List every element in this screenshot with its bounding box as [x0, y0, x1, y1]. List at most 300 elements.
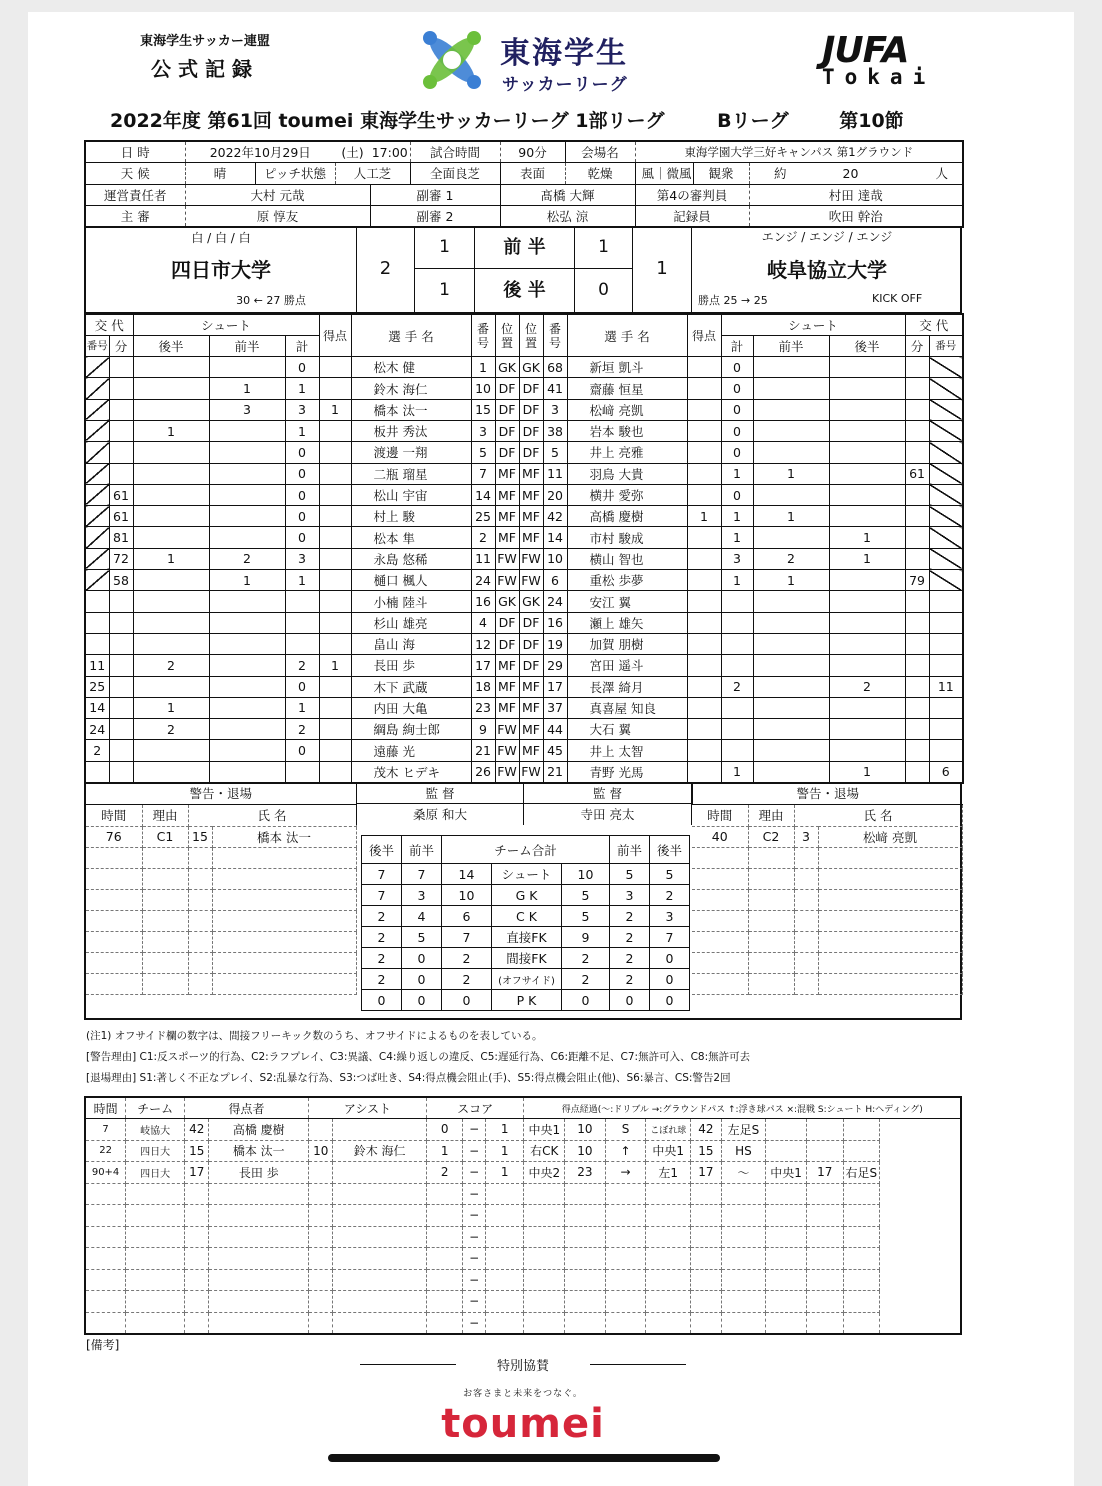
away-goals: [687, 399, 721, 420]
goal-score-home: [426, 1248, 463, 1270]
goal-time: [85, 1269, 126, 1291]
goal-assist-number: [309, 1162, 333, 1184]
stat-label: シュート: [492, 864, 562, 885]
away-shoot-first: [753, 484, 829, 505]
goal-process-step: [843, 1205, 880, 1227]
stats-home-first-header: 前半: [402, 836, 442, 864]
goal-process-step: [806, 1291, 843, 1313]
card-player-name: [212, 952, 356, 973]
away-shoot-header: シュート: [721, 314, 905, 335]
home-second-header: 後半: [133, 335, 209, 356]
away-shoot-second: [829, 570, 905, 591]
goal-score-home: [426, 1291, 463, 1313]
stat-label: 間接FK: [492, 948, 562, 969]
goal-score-home: 2: [426, 1162, 463, 1184]
goal-score-away: 1: [485, 1162, 524, 1184]
away-goals: [687, 633, 721, 654]
goal-score-dash: −: [463, 1162, 485, 1184]
stat-away-total: 2: [562, 948, 610, 969]
home-sub-no-header: 番号: [85, 335, 109, 356]
card-row: [86, 868, 356, 889]
away-shoot-first: [753, 612, 829, 633]
goal-time: 90+4: [85, 1162, 126, 1184]
away-shoot-first: [753, 399, 829, 420]
goal-scorer-name: [209, 1291, 309, 1313]
stat-row: [362, 969, 690, 990]
away-sub-min: [905, 420, 929, 441]
league-logo-subtext: サッカーリーグ: [502, 75, 628, 95]
home-shoot-second: 1: [133, 420, 209, 441]
home-shoot-total: 0: [285, 484, 319, 505]
away-name-header: 選 手 名: [567, 314, 687, 357]
away-goals: [687, 357, 721, 378]
stat-home-total: 2: [442, 948, 492, 969]
away-sub-min: [905, 697, 929, 718]
match-title: [110, 106, 904, 133]
card-reason: C1: [142, 826, 188, 847]
goal-process-step: [843, 1312, 880, 1334]
away-sub-min: [905, 548, 929, 569]
card-player-name: [818, 973, 962, 994]
away-player-position: MF: [519, 719, 543, 740]
goal-process-step: [766, 1183, 807, 1205]
away-player-number: 14: [543, 527, 567, 548]
stat-away-first: 3: [610, 885, 650, 906]
home-indicator[interactable]: [328, 1454, 720, 1462]
card-reason: [142, 952, 188, 973]
home-shoot-second: [133, 676, 209, 697]
goal-process-step: [766, 1119, 807, 1141]
goal-score-away: [485, 1291, 524, 1313]
home-shoot-second: 1: [133, 697, 209, 718]
away-shoot-second: [829, 740, 905, 761]
stat-away-first: 0: [610, 990, 650, 1011]
goal-process-step: [806, 1140, 843, 1162]
card-time-header: 時間: [692, 805, 748, 826]
stat-away-first: 2: [610, 927, 650, 948]
home-player-position: DF: [495, 420, 519, 441]
card-reason: [142, 931, 188, 952]
goal-process-step: [843, 1183, 880, 1205]
player-row: [85, 399, 963, 420]
away-player-position: MF: [519, 463, 543, 484]
stat-away-total: 0: [562, 990, 610, 1011]
stat-away-first: 5: [610, 864, 650, 885]
away-player-name: 高橋 慶樹: [567, 506, 687, 527]
goal-process-step: 中央2: [524, 1162, 565, 1184]
goal-process-step: [605, 1269, 646, 1291]
player-row: [85, 506, 963, 527]
goal-process-step: こぼれ球: [646, 1119, 691, 1141]
sponsor-logo: toumei: [441, 1401, 605, 1447]
away-sub-no: [929, 548, 963, 569]
stat-label: C K: [492, 906, 562, 927]
time-value: 17:00: [370, 141, 410, 163]
official-record-label: 公式記録: [151, 57, 259, 81]
away-goals: [687, 420, 721, 441]
home-shoot-second: [133, 357, 209, 378]
card-time: [692, 973, 748, 994]
goal-team: 岐協大: [126, 1119, 185, 1141]
away-shoot-total: [721, 591, 753, 612]
away-goals: [687, 612, 721, 633]
away-sub-min: [905, 357, 929, 378]
away-player-number: 24: [543, 591, 567, 612]
away-player-name: 真喜屋 知良: [567, 697, 687, 718]
card-player-number: [794, 847, 818, 868]
goal-row: [85, 1291, 961, 1313]
goal-process-step: HS: [721, 1140, 766, 1162]
pitch-type-value: 人工芝: [335, 163, 410, 185]
home-sub-no: 14: [85, 697, 109, 718]
goal-process-step: [691, 1248, 721, 1270]
duration-value: 90分: [500, 141, 565, 163]
away-sub-no-header: 番号: [929, 335, 963, 356]
card-player-name: [212, 931, 356, 952]
goal-process-step: 10: [565, 1119, 606, 1141]
card-reason: [748, 868, 794, 889]
wind-value: 微風: [666, 166, 692, 182]
home-cards-header: 警告・退場: [86, 783, 356, 804]
card-player-number: [794, 931, 818, 952]
away-shoot-first: 1: [753, 463, 829, 484]
goal-score-dash: −: [463, 1140, 485, 1162]
away-sub-no: [929, 378, 963, 399]
goal-score-home: [426, 1269, 463, 1291]
away-player-name: 大石 翼: [567, 719, 687, 740]
goal-assist-name: [333, 1226, 427, 1248]
goal-assist-number: [309, 1183, 333, 1205]
away-shoot-total: 1: [721, 570, 753, 591]
team-total-header: チーム合計: [442, 836, 610, 864]
goal-process-step: [524, 1183, 565, 1205]
goal-scorer-name: [209, 1205, 309, 1227]
player-row: [85, 612, 963, 633]
goal-process-header: 得点経過(〜:ドリブル →:グラウンドパス ↑:浮き球パス ×:混戦 S:シュート H:ヘディング): [524, 1097, 961, 1119]
pitch-label: ピッチ状態: [255, 163, 335, 185]
recorder-label: 記録員: [635, 206, 749, 228]
away-player-name: 岩本 駿也: [567, 420, 687, 441]
home-shoot-second: [133, 740, 209, 761]
goal-process-step: [691, 1269, 721, 1291]
home-coach-box: [356, 783, 524, 825]
away-shoot-second: [829, 697, 905, 718]
away-coach-name: 寺田 亮太: [580, 807, 635, 822]
home-player-position: FW: [495, 719, 519, 740]
goal-process-step: [766, 1248, 807, 1270]
away-shoot-total: [721, 719, 753, 740]
goal-team: [126, 1248, 185, 1270]
home-shoot-first: [209, 527, 285, 548]
home-player-name: 畠山 海: [351, 633, 471, 654]
away-player-number: 6: [543, 570, 567, 591]
home-player-position: MF: [495, 484, 519, 505]
home-shoot-total: 2: [285, 655, 319, 676]
stat-away-second: 3: [650, 906, 690, 927]
away-second-half-score: 0: [574, 269, 632, 312]
goal-process-step: [524, 1248, 565, 1270]
goal-process-step: [565, 1205, 606, 1227]
goal-assist-number: [309, 1248, 333, 1270]
home-player-number: 4: [471, 612, 495, 633]
card-header-row: [86, 805, 356, 826]
away-player-number: 17: [543, 676, 567, 697]
home-sub-min: [109, 442, 133, 463]
away-player-position: MF: [519, 527, 543, 548]
goal-score-dash: −: [463, 1291, 485, 1313]
home-shoot-total: 0: [285, 527, 319, 548]
goal-score-away: [485, 1226, 524, 1248]
home-shoot-first: [209, 357, 285, 378]
away-first-header: 前半: [753, 335, 829, 356]
home-player-name: 茂木 ヒデキ: [351, 761, 471, 782]
away-shoot-second: [829, 612, 905, 633]
away-shoot-second: 2: [829, 676, 905, 697]
home-sub-min: [109, 697, 133, 718]
title-league: Bリーグ: [717, 110, 789, 132]
card-player-number: 3: [794, 826, 818, 847]
away-player-position: FW: [519, 548, 543, 569]
home-player-number: 5: [471, 442, 495, 463]
away-player-number: 68: [543, 357, 567, 378]
goal-process-step: [721, 1248, 766, 1270]
card-player-name: [818, 889, 962, 910]
goal-process-step: 中央1: [524, 1119, 565, 1141]
card-player-name: [212, 973, 356, 994]
away-sub-min-header: 分: [905, 335, 929, 356]
home-shoot-total: 2: [285, 719, 319, 740]
stat-home-first: 4: [402, 906, 442, 927]
goal-process-step: [843, 1226, 880, 1248]
away-sub-min: [905, 484, 929, 505]
home-total-score: 2: [356, 226, 414, 312]
away-shoot-total: [721, 655, 753, 676]
goal-process-step: [806, 1269, 843, 1291]
away-player-number: 16: [543, 612, 567, 633]
home-player-name: 鈴木 海仁: [351, 378, 471, 399]
away-sub-no: [929, 442, 963, 463]
goal-process-step: [766, 1291, 807, 1313]
away-player-name: 重松 歩夢: [567, 570, 687, 591]
away-shoot-first: 2: [753, 548, 829, 569]
home-sub-no: [85, 548, 109, 569]
goal-time: 7: [85, 1119, 126, 1141]
home-shoot-total: 1: [285, 378, 319, 399]
card-player-number: [188, 847, 212, 868]
home-player-number: 1: [471, 357, 495, 378]
goal-scorer-number: 15: [185, 1140, 209, 1162]
stat-away-second: 0: [650, 969, 690, 990]
away-shoot-second: [829, 591, 905, 612]
card-reason: [748, 910, 794, 931]
player-row: [85, 676, 963, 697]
pitch-cond-value: 全面良芝: [410, 163, 500, 185]
goal-process-step: 23: [565, 1162, 606, 1184]
stat-home-first: 0: [402, 969, 442, 990]
home-player-position: FW: [495, 570, 519, 591]
home-number-header: 番号: [471, 314, 495, 357]
home-player-number: 18: [471, 676, 495, 697]
away-player-name: 安江 翼: [567, 591, 687, 612]
goal-score-away: [485, 1183, 524, 1205]
home-shoot-total: 0: [285, 357, 319, 378]
card-player-name: 橋本 汰一: [212, 826, 356, 847]
stat-home-total: 2: [442, 969, 492, 990]
away-shoot-first: 1: [753, 506, 829, 527]
goal-score-dash: −: [463, 1205, 485, 1227]
goal-score-away: [485, 1205, 524, 1227]
stat-away-first: 2: [610, 948, 650, 969]
goal-scorer-number: [185, 1183, 209, 1205]
home-sub-min-header: 分: [109, 335, 133, 356]
home-shoot-first: 1: [209, 570, 285, 591]
goal-process-step: [524, 1269, 565, 1291]
home-sub-no: 24: [85, 719, 109, 740]
goal-process-step: [766, 1205, 807, 1227]
card-reason: [748, 973, 794, 994]
player-row: [85, 420, 963, 441]
away-goals: [687, 697, 721, 718]
goal-process-step: 右CK: [524, 1140, 565, 1162]
card-player-number: [188, 973, 212, 994]
card-player-number: [188, 910, 212, 931]
goal-team: [126, 1183, 185, 1205]
stat-home-second: 2: [362, 948, 402, 969]
goal-process-step: ↑: [605, 1140, 646, 1162]
home-player-number: 2: [471, 527, 495, 548]
home-shoot-first: [209, 463, 285, 484]
home-shoot-second: [133, 612, 209, 633]
home-shoot-first: [209, 719, 285, 740]
home-sub-no: [85, 591, 109, 612]
card-row: [86, 847, 356, 868]
home-shoot-second: [133, 527, 209, 548]
goal-assist-number: [309, 1312, 333, 1334]
player-row: [85, 357, 963, 378]
away-player-position: MF: [519, 676, 543, 697]
card-reason-header: 理由: [142, 805, 188, 826]
away-shoot-total: 0: [721, 420, 753, 441]
home-shoot-first: [209, 633, 285, 654]
home-cards-table: [86, 783, 357, 805]
home-sub-min: [109, 719, 133, 740]
goal-time: [85, 1205, 126, 1227]
home-points: 30 ← 27 勝点: [236, 294, 306, 307]
home-sub-min: 58: [109, 570, 133, 591]
referee-label: 主 審: [120, 209, 150, 224]
home-sub-no: [85, 761, 109, 782]
home-sub-no: 2: [85, 740, 109, 761]
home-sub-no: [85, 357, 109, 378]
home-goals: [319, 420, 351, 441]
player-row: [85, 740, 963, 761]
home-shoot-total: [285, 591, 319, 612]
home-shoot-first: [209, 612, 285, 633]
home-sub-min: [109, 420, 133, 441]
goal-scorer-number: [185, 1226, 209, 1248]
goal-process-step: [565, 1312, 606, 1334]
surface-label: 表面: [500, 163, 565, 185]
away-sub-no: [929, 570, 963, 591]
stat-away-total: 10: [562, 864, 610, 885]
away-player-position: GK: [519, 591, 543, 612]
card-reason-header: 理由: [748, 805, 794, 826]
away-player-number: 20: [543, 484, 567, 505]
home-sub-min: 61: [109, 484, 133, 505]
goal-score-away: 1: [485, 1119, 524, 1141]
away-cards-table: [692, 783, 963, 805]
home-first-header: 前半: [209, 335, 285, 356]
away-player-position: DF: [519, 655, 543, 676]
goal-process-step: [691, 1291, 721, 1313]
card-player-number: [794, 868, 818, 889]
goal-time: [85, 1291, 126, 1313]
home-goals: [319, 761, 351, 782]
goal-scorer-number: [185, 1291, 209, 1313]
goal-process-step: [646, 1205, 691, 1227]
stat-home-second: 0: [362, 990, 402, 1011]
stat-home-second: 2: [362, 927, 402, 948]
home-shoot-second: [133, 484, 209, 505]
home-shoot-first: [209, 697, 285, 718]
away-player-name: 市村 駿成: [567, 527, 687, 548]
away-shoot-first: [753, 633, 829, 654]
home-goals: [319, 357, 351, 378]
home-player-name: 橋本 汰一: [351, 399, 471, 420]
ar2-value: 松弘 涼: [500, 206, 635, 228]
stat-home-total: 14: [442, 864, 492, 885]
home-goals: 1: [319, 399, 351, 420]
away-shoot-second: 1: [829, 527, 905, 548]
stat-away-total: 5: [562, 885, 610, 906]
away-sub-min: [905, 399, 929, 420]
card-player-number: [188, 889, 212, 910]
home-shoot-first: [209, 591, 285, 612]
away-points: 勝点 25 → 25: [698, 294, 768, 307]
goal-assist-number: [309, 1226, 333, 1248]
away-player-number: 44: [543, 719, 567, 740]
home-shoot-first: 3: [209, 399, 285, 420]
goal-process-step: 〜: [721, 1162, 766, 1184]
home-shoot-second: [133, 463, 209, 484]
home-position-header: 位置: [495, 314, 519, 357]
stat-label: P K: [492, 990, 562, 1011]
goal-scorer-header: 得点者: [185, 1097, 309, 1119]
home-shoot-total: [285, 761, 319, 782]
away-player-number: 19: [543, 633, 567, 654]
away-shoot-second: [829, 719, 905, 740]
away-shoot-second: [829, 378, 905, 399]
player-row: [85, 570, 963, 591]
away-shoot-second: [829, 484, 905, 505]
goal-process-step: [766, 1312, 807, 1334]
away-player-position: DF: [519, 378, 543, 399]
card-player-number: 15: [188, 826, 212, 847]
card-reason: [748, 847, 794, 868]
home-sub-min: [109, 612, 133, 633]
goal-process-step: 17: [691, 1162, 721, 1184]
away-player-name: 井上 亮雅: [567, 442, 687, 463]
away-shoot-total: 1: [721, 463, 753, 484]
league-logo-icon: [415, 26, 489, 94]
away-coach-box: [524, 783, 692, 825]
weather-value: 晴: [185, 163, 255, 185]
away-goals: [687, 761, 721, 782]
goal-team: 四日大: [126, 1162, 185, 1184]
home-player-number: 3: [471, 420, 495, 441]
away-player-name: 青野 光馬: [567, 761, 687, 782]
home-sub-no: [85, 378, 109, 399]
